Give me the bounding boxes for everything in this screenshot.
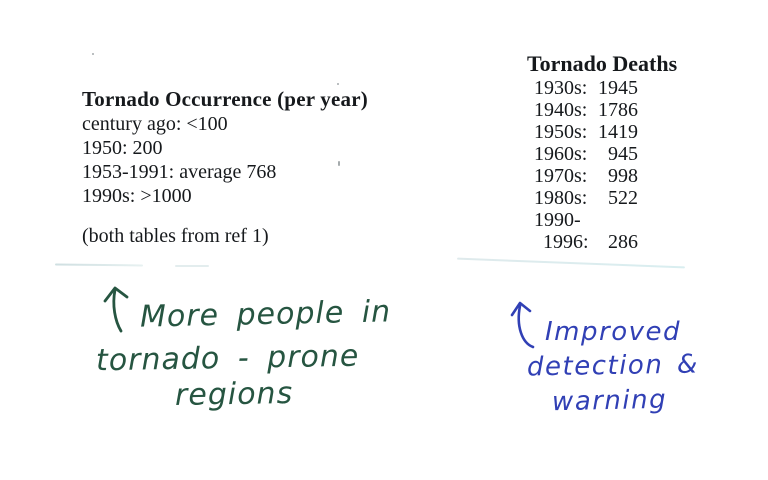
deaths-value: 998 (608, 165, 638, 187)
decade-label: 1960s: (534, 143, 588, 165)
deaths-row (527, 209, 677, 231)
deaths-table (527, 51, 677, 253)
scan-edge-line (457, 258, 685, 269)
deaths-row (527, 99, 677, 121)
decade-label: 1950s: (534, 121, 588, 143)
annotation-line: More people in (139, 294, 392, 335)
decade-label: 1980s: (534, 187, 588, 209)
up-arrow-icon (100, 283, 136, 335)
deaths-row (527, 77, 677, 99)
up-arrow-icon (509, 298, 539, 352)
scan-speck (92, 53, 94, 55)
source-note: (both tables from ref 1) (82, 225, 269, 247)
deaths-value: 286 (608, 231, 638, 253)
decade-label: 1996: (543, 231, 589, 253)
decade-label: 1940s: (534, 99, 588, 121)
deaths-value: 945 (608, 143, 638, 165)
occurrence-table (82, 86, 368, 248)
occurrence-row: 1990s: >1000 (82, 185, 192, 207)
scan-speck (338, 161, 340, 166)
occurrence-row: century ago: <100 (82, 113, 228, 135)
deaths-row (527, 121, 677, 143)
occurrence-row: 1953-1991: average 768 (82, 161, 277, 183)
deaths-row (527, 165, 677, 187)
deaths-row (527, 231, 677, 253)
deaths-title: Tornado Deaths (527, 51, 678, 76)
deaths-value: 522 (608, 187, 638, 209)
deaths-value: 1786 (598, 99, 638, 121)
occurrence-title: Tornado Occurrence (per year) (82, 87, 368, 111)
scan-speck (337, 83, 339, 85)
scan-edge-line (175, 265, 209, 267)
scan-edge-line (55, 264, 143, 267)
annotation-line: regions (174, 375, 294, 414)
decade-label: 1930s: (534, 77, 588, 99)
annotation-line: warning (551, 384, 668, 418)
deaths-row (527, 187, 677, 209)
deaths-value: 1945 (598, 77, 638, 99)
annotation-line: Improved (545, 317, 681, 347)
decade-label: 1990- (534, 209, 581, 231)
decade-label: 1970s: (534, 165, 588, 187)
deaths-row (527, 143, 677, 165)
annotation-line: tornado - prone (95, 338, 360, 379)
deaths-value: 1419 (598, 121, 638, 143)
occurrence-row: 1950: 200 (82, 137, 163, 159)
annotation-line: detection & (526, 349, 700, 383)
